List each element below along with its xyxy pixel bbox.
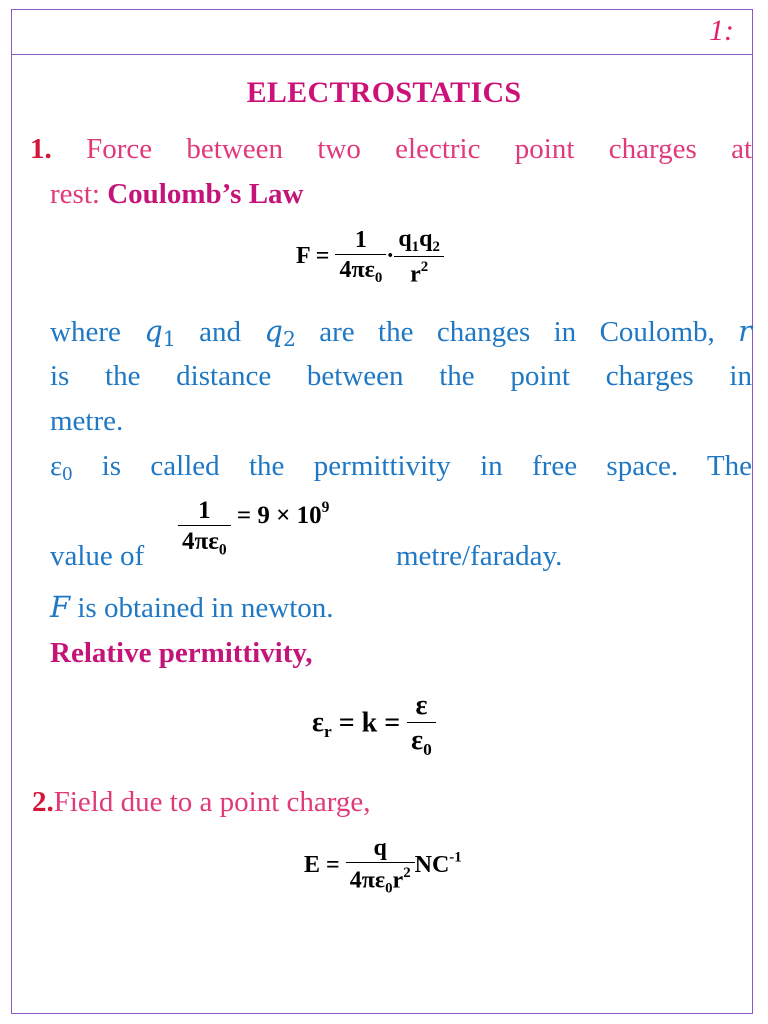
rel-frac-den-letter: ε: [411, 725, 424, 756]
coulomb-law-name: Coulomb’s Law: [107, 178, 304, 210]
value-frac-den: [178, 525, 231, 559]
field-unit-sup: -1: [449, 849, 462, 866]
value-unit: metre/faraday.: [396, 540, 563, 572]
expl-where: where: [50, 316, 121, 348]
coulomb-frac1-den-sub: 0: [374, 270, 383, 287]
page-title: ELECTROSTATICS: [246, 76, 522, 109]
field-frac: [346, 835, 415, 898]
field-lhs: E =: [304, 851, 340, 878]
f-newton-line: [50, 590, 334, 625]
expl-q1-sub: 1: [162, 327, 176, 352]
value-frac: [178, 497, 231, 559]
coulomb-q2-sub: 2: [432, 239, 440, 256]
coulomb-frac1-den: [335, 254, 386, 287]
expl-permittivity-text: is called the permittivity in free space. The: [101, 450, 753, 482]
section1-number: 1.: [30, 133, 52, 165]
relative-permittivity-heading: Relative permittivity,: [50, 637, 313, 669]
coulomb-dot: ·: [386, 242, 395, 269]
section2-line: [32, 786, 371, 819]
coulomb-frac1: [335, 227, 386, 287]
value-frac-num: 1: [198, 497, 211, 524]
coulomb-frac1-num: 1: [354, 227, 367, 254]
field-unit: [414, 849, 462, 878]
expl-q1: [144, 314, 176, 352]
rel-eps-r-sub: r: [323, 722, 332, 742]
value-frac-den-sub: 0: [218, 541, 227, 559]
field-formula: [304, 835, 462, 898]
field-frac-den: [346, 862, 415, 898]
f-text: is obtained in newton.: [77, 592, 334, 624]
explanation-line4: [50, 450, 752, 486]
rel-mid: = k =: [338, 707, 401, 739]
section1-line2: [50, 178, 304, 211]
expl-eps0: [50, 450, 73, 486]
header-divider: [11, 54, 753, 55]
section2-number: 2.: [32, 786, 54, 818]
expl-changes: are the changes in Coulomb,: [319, 316, 715, 348]
relative-formula: [312, 690, 436, 760]
coulomb-q2: q: [419, 226, 433, 252]
rel-eps-r: [312, 707, 332, 742]
coulomb-r-sup: 2: [420, 259, 429, 276]
rel-frac-den-sub: 0: [423, 740, 432, 760]
explanation-line2: is the distance between the point charges in: [50, 360, 752, 392]
section2-text: Field due to a point charge,: [53, 786, 371, 818]
f-symbol: F: [50, 590, 71, 624]
field-frac-num: q: [373, 835, 387, 861]
value-frac-den-text: 4πε: [182, 528, 219, 555]
expl-r: r: [738, 314, 753, 348]
rel-frac: [407, 690, 436, 760]
field-frac-den-r: r: [392, 867, 404, 894]
expl-and: and: [199, 316, 241, 348]
expl-eps0-sub: 0: [62, 463, 73, 486]
coulomb-q1: q: [398, 226, 412, 252]
field-frac-den-r-sup: 2: [403, 865, 411, 881]
coulomb-q1-sub: 1: [411, 239, 420, 256]
coulomb-r: r: [410, 261, 421, 288]
coulomb-lhs: F =: [296, 242, 330, 269]
field-frac-den-sub: 0: [385, 880, 393, 897]
expl-q2-letter: q: [264, 314, 283, 348]
expl-q1-letter: q: [144, 314, 163, 348]
rel-frac-num: ε: [415, 690, 428, 721]
explanation-line1: [50, 314, 752, 351]
section1-text-line1: Force between two electric point charges at: [86, 133, 753, 165]
field-frac-den-text: 4πε: [349, 867, 386, 894]
expl-q2: [264, 314, 296, 352]
value-formula: [178, 497, 329, 559]
coulomb-formula: [296, 226, 444, 289]
expl-eps0-letter: ε: [50, 450, 63, 482]
section1-line1: [30, 133, 752, 166]
coulomb-frac1-den-text: 4πε: [339, 257, 375, 284]
coulomb-frac2-den: [394, 256, 444, 288]
expl-q2-sub: 2: [282, 327, 296, 352]
coulomb-frac2: [394, 226, 444, 289]
coulomb-frac2-num: [394, 226, 444, 256]
explanation-line3: metre.: [50, 405, 124, 437]
value-rhs: [236, 498, 330, 529]
field-unit-text: NC: [414, 851, 450, 878]
page-number: 1:: [709, 14, 734, 47]
rel-frac-den: [407, 722, 436, 760]
value-rhs-text: = 9 × 10: [236, 501, 322, 529]
value-rhs-sup: 9: [321, 498, 330, 516]
rel-eps-r-letter: ε: [312, 707, 324, 739]
value-of-label: value of: [50, 540, 145, 572]
section1-rest: rest:: [50, 178, 100, 210]
